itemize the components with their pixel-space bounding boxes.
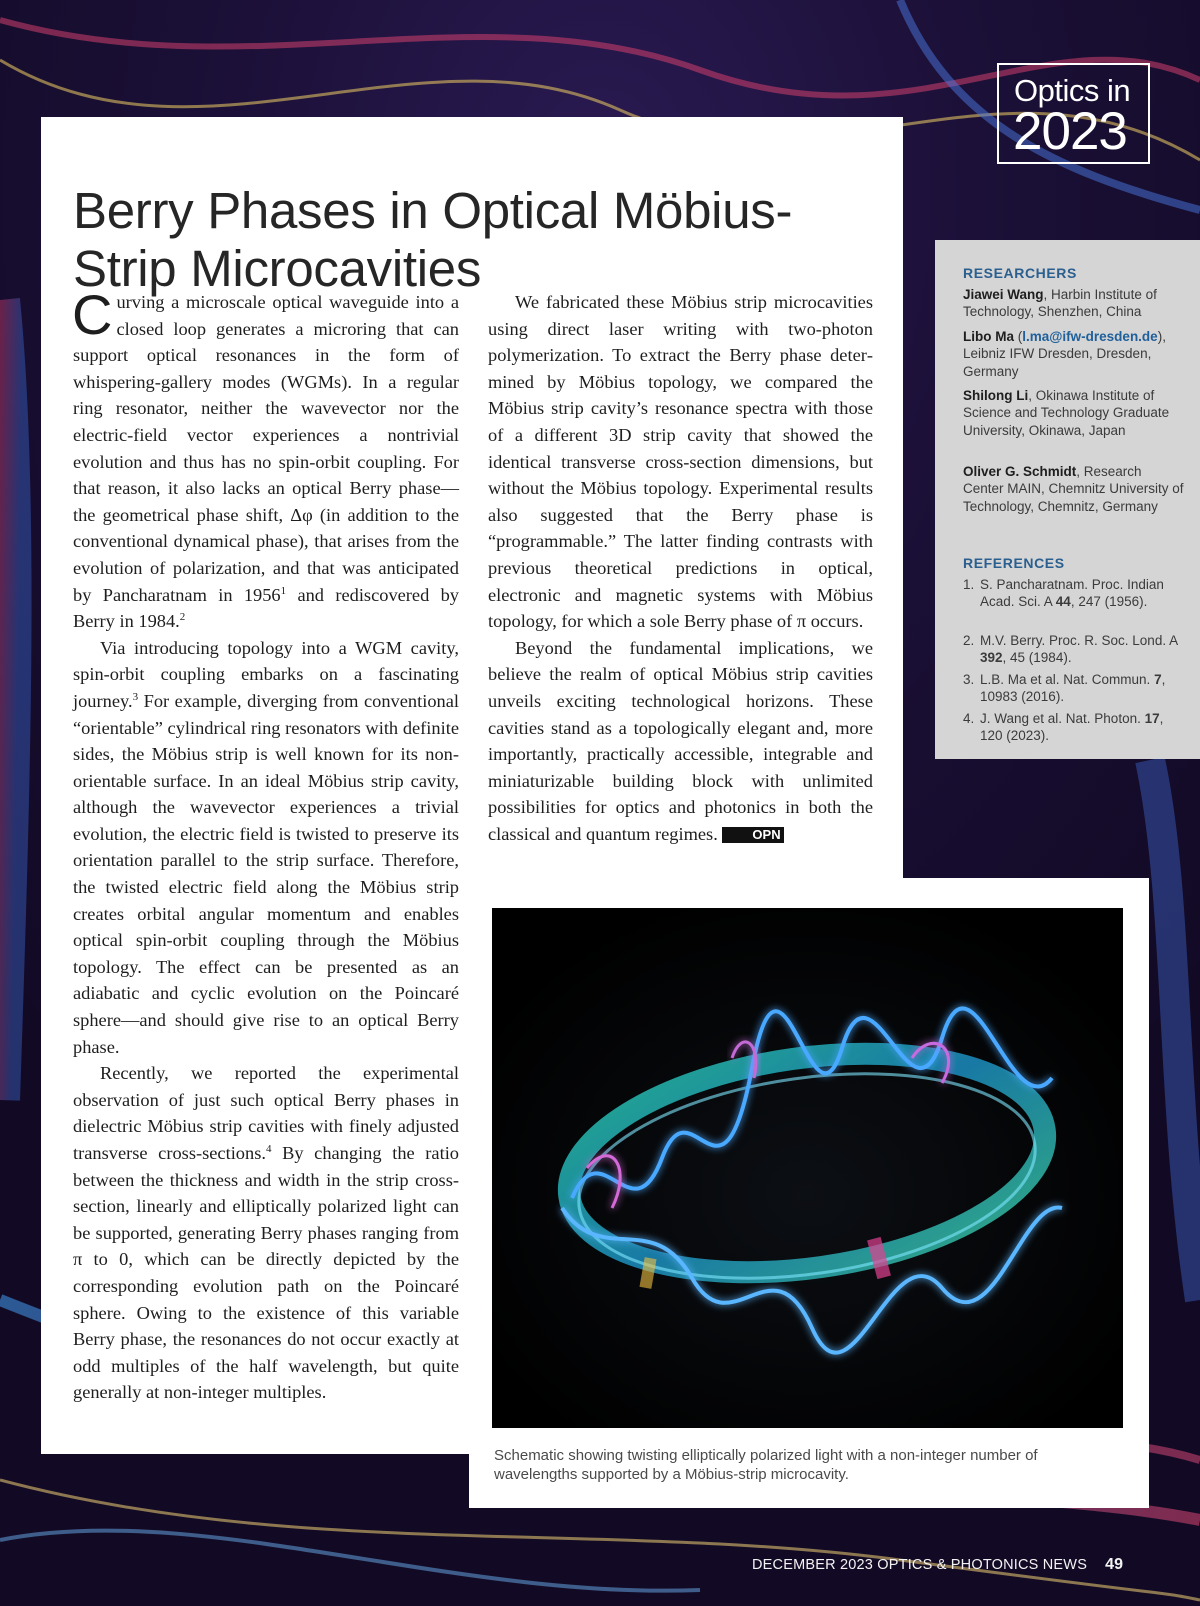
- reference-volume: 392: [980, 650, 1003, 666]
- paragraph-2-text-b: For example, diverging from conventional “orientable” cylindrical ring resonators with definite sides, the Möbius strip is well known for its non-orientable surface. In an ideal Möbius strip cavity, although the wavevector experiences a trivial evolution, the electric field is twisted to preserve its orientation parallel to the strip surface. Therefore, the twisted electric field along the Möbius strip creates orbital angular momentum and enables optical spin-orbit coupling through the Möbius topology. The effect can be presented as an adiabatic and cyclic evolution on the Poincaré sphere—and should give rise to an optical Berry phase.: [73, 690, 459, 1057]
- reference-item: [963, 576, 1185, 611]
- researcher-item: [963, 387, 1185, 439]
- citation-4: 4: [265, 1142, 272, 1155]
- reference-number: 2.: [963, 633, 975, 648]
- researcher-name: Shilong Li: [963, 388, 1029, 403]
- sidebar: [935, 240, 1200, 759]
- paragraph-5-text: Beyond the fundamental implications, we believe the realm of optical Möbius strip cavities unveils exciting technological horizons. These cavities stand as a topologically elegant and, more importantly, practically accessible, integrable and miniaturizable building block with unlimited possibilities for optics and photonics in both the classical and quantum regimes.: [488, 637, 873, 844]
- paragraph-1-text-a: urving a microscale optical waveguide into a closed loop generates a microring that can support optical resonances in the form of whispering-gallery modes (WGMs). In a regular ring resonator, neither the wavevector nor the electric-field vector experiences a nontrivial evolution and thus has no spin-orbit coupling. For that reason, it also lacks an optical Berry phase—the geometrical phase shift, Δφ (in addition to the conventional dynamical phase), that arises from the evolution of polarization, and that was anticipated by Pancharatnam in 1956: [73, 292, 459, 605]
- researcher-item: [963, 286, 1185, 321]
- paragraph-4: We fabricated these Möbius strip microcavities using direct laser writing with two-photon polymerization. To extract the Berry phase determined by Möbius topology, we compared the Möbius strip cavity’s resonance spectra with those of a different 3D strip cavity that showed the identical transverse cross-section dimensions, but without the Möbius topology. Experimental results also suggested that the Berry phase is “programmable.” The latter finding contrasts with previous theoretical predictions in optical, electronic and magnetic systems with Möbius topology, for which a sole Berry phase of π occurs.: [488, 292, 873, 632]
- paragraph-5: [488, 635, 873, 848]
- reference-volume: 7: [1154, 672, 1162, 687]
- reference-text: S. Pancharatnam. Proc. Indian Acad. Sci. A: [980, 577, 1164, 610]
- reference-text: M.V. Berry. Proc. R. Soc. Lond. A: [980, 633, 1178, 648]
- citation-2: 2: [179, 611, 186, 623]
- body-column-left: [72, 283, 459, 1406]
- reference-text-end: , 10983 (2016).: [980, 672, 1166, 705]
- reference-number: 4.: [963, 711, 975, 726]
- reference-text-end: , 45 (1984).: [1002, 650, 1072, 666]
- researcher-affiliation: , Harbin Institute of Technology, Shenzhen, China: [963, 287, 1157, 320]
- researcher-affiliation: , Research Center MAIN, Chemnitz University of Technology, Chemnitz, Germany: [963, 464, 1184, 514]
- page-number: 49: [1105, 1556, 1124, 1573]
- section-badge: [997, 63, 1150, 164]
- researcher-item: [963, 328, 1185, 380]
- researcher-affiliation: ), Leibniz IFW Dresden, Dresden, Germany: [963, 329, 1166, 379]
- reference-text-end: , 120 (2023).: [980, 711, 1164, 744]
- drop-cap: C: [72, 283, 113, 346]
- paragraph-2-text-a: Via introducing topology into a WGM cavity, spin-orbit coupling embarks on a fascinating journey.: [73, 637, 459, 711]
- researcher-email-link[interactable]: l.ma@ifw-dresden.de: [1022, 329, 1158, 344]
- reference-item: [963, 632, 1185, 667]
- page-footer: [752, 1556, 1123, 1574]
- researcher-name: Jiawei Wang: [963, 287, 1044, 302]
- reference-text: J. Wang et al. Nat. Photon.: [980, 711, 1145, 726]
- badge-year: 2023: [1013, 102, 1127, 161]
- reference-item: [963, 671, 1185, 706]
- paragraph-1: [72, 283, 459, 635]
- researcher-name: Oliver G. Schmidt: [963, 464, 1077, 479]
- mobius-strip-figure: [492, 908, 1123, 1428]
- reference-text: L.B. Ma et al. Nat. Commun.: [980, 672, 1155, 687]
- researcher-affiliation: , Okinawa Institute of Science and Technology Graduate University, Okinawa, Japan: [963, 388, 1170, 438]
- researcher-name: Libo Ma: [963, 329, 1014, 344]
- citation-3: 3: [132, 690, 139, 703]
- body-column-right: [488, 289, 873, 847]
- reference-volume: 17: [1144, 711, 1160, 726]
- researchers-heading: RESEARCHERS: [963, 265, 1077, 281]
- reference-number: 1.: [963, 577, 975, 592]
- paragraph-3-text-b: By changing the ratio between the thickness and width in the strip cross-section, linearly and elliptically polarized light can be supported, generating Berry phases ranging from π to 0, which can be directly depicted by the corresponding evolution path on the Poincaré sphere. Owing to the existence of this variable Berry phase, the resonances do not occur exactly at odd multiples of the half wavelength, but quite generally at non-integer multiples.: [73, 1143, 459, 1403]
- researcher-item: [963, 463, 1185, 515]
- paragraph-1-text-b: and rediscovered by Berry in 1984.: [73, 584, 459, 632]
- researcher-paren: (: [1014, 329, 1023, 344]
- figure-caption: Schematic showing twisting elliptically polarized light with a non-integer number of wavelengths supported by a Möbius-strip microcavity.: [494, 1447, 1038, 1483]
- reference-number: 3.: [963, 672, 975, 687]
- paragraph-3: [73, 1060, 459, 1406]
- citation-1: 1: [280, 584, 287, 597]
- paragraph-2: [73, 635, 459, 1061]
- badge-line1: Optics in: [1014, 73, 1131, 108]
- paragraph-3-text-a: Recently, we reported the experimental observation of just such optical Berry phases in dielectric Möbius strip cavities with finely adjusted transverse cross-sections.: [73, 1063, 459, 1163]
- reference-text-end: , 247 (1956).: [1070, 594, 1148, 610]
- article-title: Berry Phases in Optical Möbius-Strip Microcavities: [73, 182, 793, 298]
- references-heading: REFERENCES: [963, 555, 1065, 571]
- reference-item: [963, 710, 1185, 745]
- end-mark-opn: OPN: [722, 827, 783, 843]
- footer-issue: DECEMBER 2023 OPTICS & PHOTONICS NEWS: [752, 1557, 1088, 1573]
- reference-volume: 44: [1055, 594, 1071, 610]
